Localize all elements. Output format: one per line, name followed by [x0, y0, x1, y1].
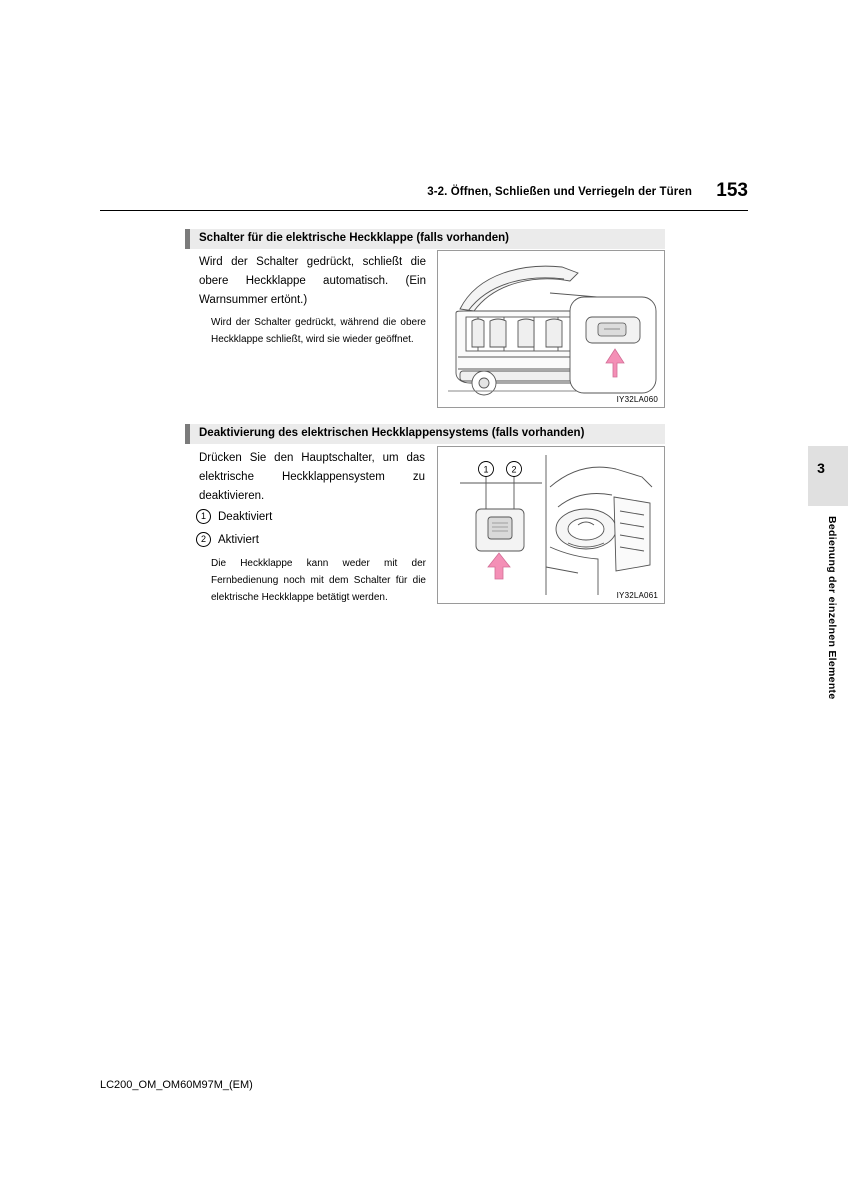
chapter-tab [808, 446, 848, 506]
page-number: 153 [716, 180, 748, 201]
figure-main-switch [437, 446, 665, 604]
callout-number-1: 1 [196, 509, 211, 524]
section-title-1: Schalter für die elektrische Heckklappe (falls vorhanden) [199, 232, 509, 244]
figure-1-code: IY32LA060 [616, 395, 658, 404]
svg-text:2: 2 [511, 464, 517, 475]
section-accent-bar [185, 229, 190, 249]
callout-number-2: 2 [196, 532, 211, 547]
section-accent-bar-2 [185, 424, 190, 444]
list-item-2-label: Aktiviert [218, 534, 259, 546]
section-1-note: Wird der Schalter gedrückt, während die obere Heckklappe schließt, wird sie wieder geöffnet. [211, 317, 426, 345]
chapter-tab-label: Bedienung der einzelnen Elemente [826, 516, 838, 700]
section-1-body: Wird der Schalter gedrückt, schließt die obere Heckklappe automatisch. (Ein Warnsummer ertönt.) [199, 256, 426, 306]
figure-tailgate-switch [437, 250, 665, 408]
list-item-1-label: Deaktiviert [218, 511, 273, 523]
figure-1-illustration [438, 251, 664, 407]
section-2-body: Drücken Sie den Hauptschalter, um das elektrische Heckklappensystem zu deaktivieren. [199, 452, 425, 502]
section-heading-1 [185, 229, 665, 249]
chapter-title: 3-2. Öffnen, Schließen und Verriegeln der Türen [427, 186, 692, 198]
list-item-2 [196, 531, 259, 550]
figure-2-illustration [438, 447, 664, 603]
page-header [100, 180, 748, 214]
figure-2-code: IY32LA061 [616, 591, 658, 600]
svg-text:1: 1 [483, 464, 489, 475]
document-code: LC200_OM_OM60M97M_(EM) [100, 1079, 253, 1091]
list-item-1 [196, 508, 272, 527]
header-divider [100, 210, 748, 211]
section-title-2: Deaktivierung des elektrischen Heckklappensystems (falls vorhanden) [199, 427, 585, 439]
section-heading-2 [185, 424, 665, 444]
section-2-note: Die Heckklappe kann weder mit der Fernbedienung noch mit dem Schalter für die elektrische Heckklappe betätigt werden. [211, 558, 426, 603]
chapter-tab-number: 3 [817, 460, 825, 476]
